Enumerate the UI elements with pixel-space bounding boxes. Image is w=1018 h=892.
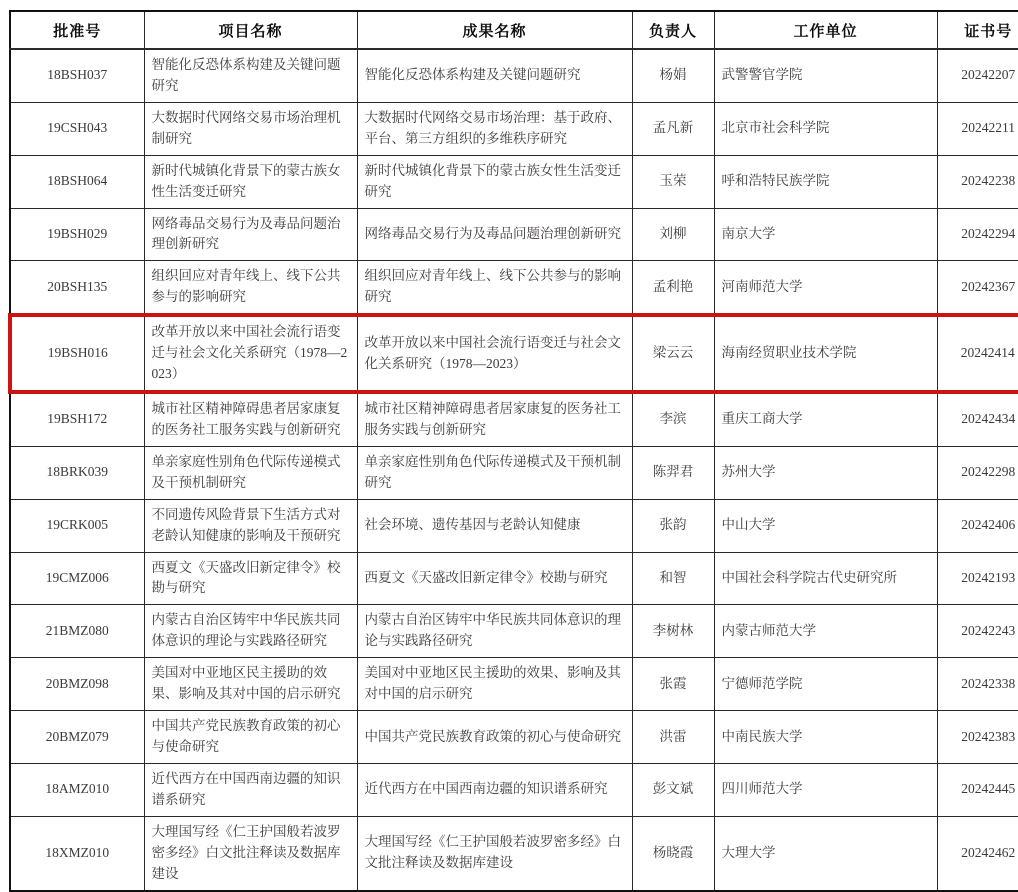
cell-achievement: 中国共产党民族教育政策的初心与使命研究 <box>357 711 632 764</box>
cell-approval-no: 20BMZ079 <box>10 711 144 764</box>
cell-work-unit: 武警警官学院 <box>714 49 937 102</box>
cell-leader: 玉荣 <box>632 155 714 208</box>
table-row <box>10 552 1018 605</box>
table-row <box>10 763 1018 816</box>
cell-achievement: 大理国写经《仁王护国般若波罗密多经》白文批注释读及数据库建设 <box>357 816 632 890</box>
cell-leader: 张韵 <box>632 499 714 552</box>
table-row <box>10 49 1018 102</box>
cell-approval-no: 18BSH064 <box>10 155 144 208</box>
cell-project-name: 新时代城镇化背景下的蒙古族女性生活变迁研究 <box>144 155 357 208</box>
cell-work-unit: 南京大学 <box>714 208 937 261</box>
cell-approval-no: 18AMZ010 <box>10 763 144 816</box>
table-body <box>10 49 1018 891</box>
cell-project-name: 改革开放以来中国社会流行语变迁与社会文化关系研究（1978—2023） <box>144 315 357 392</box>
cell-certificate-no: 20242367 <box>937 261 1018 315</box>
cell-certificate-no: 20242294 <box>937 208 1018 261</box>
cell-certificate-no: 20242211 <box>937 102 1018 155</box>
cell-project-name: 单亲家庭性别角色代际传递模式及干预机制研究 <box>144 446 357 499</box>
cell-leader: 杨娟 <box>632 49 714 102</box>
cell-approval-no: 19BSH029 <box>10 208 144 261</box>
cell-work-unit: 中南民族大学 <box>714 711 937 764</box>
table-row <box>10 605 1018 658</box>
table-row <box>10 816 1018 890</box>
cell-approval-no: 19CRK005 <box>10 499 144 552</box>
table-row <box>10 499 1018 552</box>
cell-project-name: 美国对中亚地区民主援助的效果、影响及其对中国的启示研究 <box>144 658 357 711</box>
cell-leader: 李树林 <box>632 605 714 658</box>
column-header-project-name: 项目名称 <box>144 11 357 49</box>
table-header <box>10 11 1018 49</box>
cell-project-name: 组织回应对青年线上、线下公共参与的影响研究 <box>144 261 357 315</box>
cell-leader: 和智 <box>632 552 714 605</box>
cell-project-name: 西夏文《天盛改旧新定律令》校勘与研究 <box>144 552 357 605</box>
column-header-certificate-no: 证书号 <box>937 11 1018 49</box>
cell-work-unit: 四川师范大学 <box>714 763 937 816</box>
cell-leader: 杨晓霞 <box>632 816 714 890</box>
table-row <box>10 261 1018 315</box>
cell-certificate-no: 20242414 <box>937 315 1018 392</box>
cell-work-unit: 大理大学 <box>714 816 937 890</box>
cell-leader: 彭文斌 <box>632 763 714 816</box>
cell-achievement: 大数据时代网络交易市场治理：基于政府、平台、第三方组织的多维秩序研究 <box>357 102 632 155</box>
cell-approval-no: 19CSH043 <box>10 102 144 155</box>
cell-project-name: 近代西方在中国西南边疆的知识谱系研究 <box>144 763 357 816</box>
table-row <box>10 446 1018 499</box>
cell-certificate-no: 20242298 <box>937 446 1018 499</box>
cell-work-unit: 中国社会科学院古代史研究所 <box>714 552 937 605</box>
cell-approval-no: 18BSH037 <box>10 49 144 102</box>
cell-work-unit: 重庆工商大学 <box>714 392 937 446</box>
cell-achievement: 西夏文《天盛改旧新定律令》校勘与研究 <box>357 552 632 605</box>
cell-achievement: 城市社区精神障碍患者居家康复的医务社工服务实践与创新研究 <box>357 392 632 446</box>
table-row <box>10 392 1018 446</box>
cell-achievement: 组织回应对青年线上、线下公共参与的影响研究 <box>357 261 632 315</box>
cell-leader: 孟凡新 <box>632 102 714 155</box>
cell-achievement: 近代西方在中国西南边疆的知识谱系研究 <box>357 763 632 816</box>
cell-certificate-no: 20242207 <box>937 49 1018 102</box>
cell-leader: 孟利艳 <box>632 261 714 315</box>
cell-leader: 李滨 <box>632 392 714 446</box>
cell-leader: 张霞 <box>632 658 714 711</box>
cell-work-unit: 苏州大学 <box>714 446 937 499</box>
cell-leader: 梁云云 <box>632 315 714 392</box>
cell-approval-no: 19BSH172 <box>10 392 144 446</box>
cell-project-name: 中国共产党民族教育政策的初心与使命研究 <box>144 711 357 764</box>
cell-approval-no: 21BMZ080 <box>10 605 144 658</box>
header-row <box>10 11 1018 49</box>
cell-approval-no: 19CMZ006 <box>10 552 144 605</box>
cell-certificate-no: 20242193 <box>937 552 1018 605</box>
cell-project-name: 网络毒品交易行为及毒品问题治理创新研究 <box>144 208 357 261</box>
cell-achievement: 单亲家庭性别角色代际传递模式及干预机制研究 <box>357 446 632 499</box>
column-header-approval-no: 批准号 <box>10 11 144 49</box>
cell-approval-no: 18XMZ010 <box>10 816 144 890</box>
cell-approval-no: 20BSH135 <box>10 261 144 315</box>
cell-project-name: 大数据时代网络交易市场治理机制研究 <box>144 102 357 155</box>
projects-table <box>8 10 1018 892</box>
table-row <box>10 315 1018 392</box>
cell-project-name: 城市社区精神障碍患者居家康复的医务社工服务实践与创新研究 <box>144 392 357 446</box>
cell-certificate-no: 20242445 <box>937 763 1018 816</box>
cell-project-name: 内蒙古自治区铸牢中华民族共同体意识的理论与实践路径研究 <box>144 605 357 658</box>
cell-approval-no: 20BMZ098 <box>10 658 144 711</box>
table-row <box>10 658 1018 711</box>
table-row <box>10 208 1018 261</box>
cell-achievement: 改革开放以来中国社会流行语变迁与社会文化关系研究（1978—2023） <box>357 315 632 392</box>
cell-leader: 陈羿君 <box>632 446 714 499</box>
table-row <box>10 155 1018 208</box>
cell-work-unit: 中山大学 <box>714 499 937 552</box>
cell-achievement: 内蒙古自治区铸牢中华民族共同体意识的理论与实践路径研究 <box>357 605 632 658</box>
cell-approval-no: 18BRK039 <box>10 446 144 499</box>
cell-achievement: 美国对中亚地区民主援助的效果、影响及其对中国的启示研究 <box>357 658 632 711</box>
cell-achievement: 网络毒品交易行为及毒品问题治理创新研究 <box>357 208 632 261</box>
cell-certificate-no: 20242238 <box>937 155 1018 208</box>
cell-approval-no: 19BSH016 <box>10 315 144 392</box>
cell-certificate-no: 20242462 <box>937 816 1018 890</box>
cell-leader: 洪雷 <box>632 711 714 764</box>
cell-work-unit: 呼和浩特民族学院 <box>714 155 937 208</box>
cell-certificate-no: 20242338 <box>937 658 1018 711</box>
cell-certificate-no: 20242434 <box>937 392 1018 446</box>
cell-project-name: 智能化反恐体系构建及关键问题研究 <box>144 49 357 102</box>
cell-certificate-no: 20242243 <box>937 605 1018 658</box>
cell-certificate-no: 20242406 <box>937 499 1018 552</box>
table-row <box>10 711 1018 764</box>
cell-leader: 刘柳 <box>632 208 714 261</box>
column-header-work-unit: 工作单位 <box>714 11 937 49</box>
column-header-leader: 负责人 <box>632 11 714 49</box>
cell-work-unit: 北京市社会科学院 <box>714 102 937 155</box>
column-header-achievement: 成果名称 <box>357 11 632 49</box>
cell-work-unit: 河南师范大学 <box>714 261 937 315</box>
table-row <box>10 102 1018 155</box>
cell-project-name: 不同遗传风险背景下生活方式对老龄认知健康的影响及干预研究 <box>144 499 357 552</box>
cell-achievement: 智能化反恐体系构建及关键问题研究 <box>357 49 632 102</box>
cell-work-unit: 宁德师范学院 <box>714 658 937 711</box>
cell-certificate-no: 20242383 <box>937 711 1018 764</box>
cell-work-unit: 海南经贸职业技术学院 <box>714 315 937 392</box>
cell-work-unit: 内蒙古师范大学 <box>714 605 937 658</box>
cell-achievement: 社会环境、遗传基因与老龄认知健康 <box>357 499 632 552</box>
cell-project-name: 大理国写经《仁王护国般若波罗密多经》白文批注释读及数据库建设 <box>144 816 357 890</box>
cell-achievement: 新时代城镇化背景下的蒙古族女性生活变迁研究 <box>357 155 632 208</box>
